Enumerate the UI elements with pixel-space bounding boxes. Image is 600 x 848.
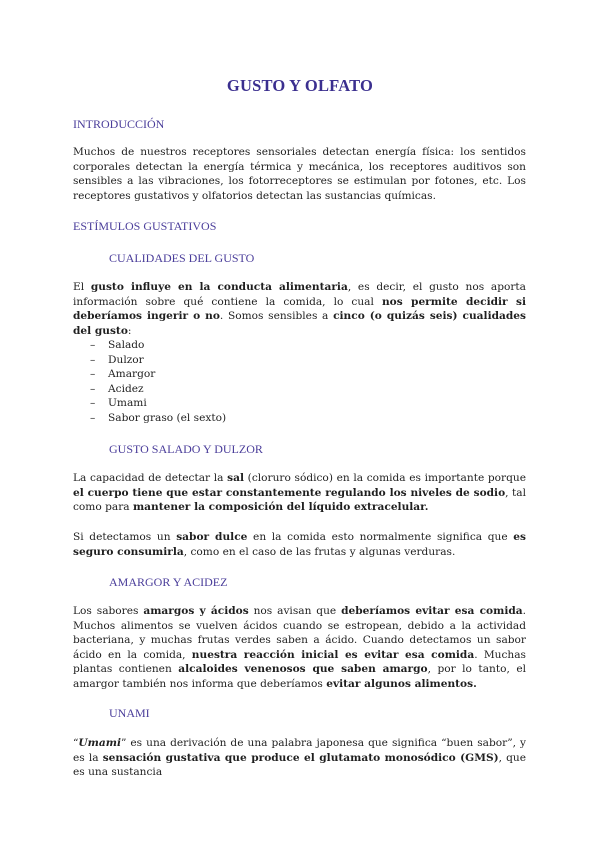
- heading-introduccion: INTRODUCCIÓN: [73, 117, 165, 131]
- paragraph-amargor: Los sabores amargos y ácidos nos avisan que deberíamos evitar esa comida. Muchos alimentos se vuelven ácidos cuando se estropean, debido a la actividad bacteriana, y muchas frutas verdes saben a ácido. Cuando detectamos un sabor ácido en la comida, nuestra reacción inicial es evitar esa comida. Muchas plantas contienen alcaloides venenosos que saben amargo, por lo tanto, el amargor también nos informa que deberíamos evitar algunos alimentos.: [73, 605, 526, 690]
- paragraph-introduccion: Muchos de nuestros receptores sensoriales detectan energía física: los sentidos corporales detectan la energía térmica y mecánica, los receptores auditivos son sensibles a las vibraciones, los fotorreceptores se estimulan por fotones, etc. Los receptores gustativos y olfatorios detectan las sustancias químicas.: [73, 146, 526, 202]
- paragraph-unami: “Umami” es una derivación de una palabra japonesa que significa “buen sabor”, y es la sensación gustativa que produce el glutamato monosódico (GMS), que es una sustancia: [73, 737, 526, 779]
- heading-cualidades-del-gusto: CUALIDADES DEL GUSTO: [109, 251, 255, 265]
- list-item: – Salado: [90, 338, 226, 353]
- list-item: – Amargor: [90, 367, 226, 382]
- list-item: – Dulzor: [90, 353, 226, 368]
- heading-amargor-acidez: AMARGOR Y ACIDEZ: [109, 575, 228, 589]
- list-item: – Acidez: [90, 382, 226, 397]
- list-item: – Umami: [90, 396, 226, 411]
- document-title: GUSTO Y OLFATO: [226, 76, 374, 95]
- heading-estimulos-gustativos: ESTÍMULOS GUSTATIVOS: [73, 219, 217, 233]
- heading-unami: UNAMI: [109, 706, 150, 720]
- heading-gusto-salado-dulzor: GUSTO SALADO Y DULZOR: [109, 442, 263, 456]
- list-item: – Sabor graso (el sexto): [90, 411, 226, 426]
- paragraph-cualidades: El gusto influye en la conducta alimentaria, es decir, el gusto nos aporta información sobre qué contiene la comida, lo cual nos permite decidir si deberíamos ingerir o no. Somos sensibles a cinco (o quizás seis) cualidades del gusto:: [73, 281, 526, 337]
- paragraph-dulzor: Si detectamos un sabor dulce en la comida esto normalmente significa que es seguro consumirla, como en el caso de las frutas y algunas verduras.: [73, 531, 526, 558]
- taste-qualities-list: [90, 338, 226, 426]
- paragraph-salado: La capacidad de detectar la sal (cloruro sódico) en la comida es importante porque el cuerpo tiene que estar constantemente regulando los niveles de sodio, tal como para mantener la composición del líquido extracelular.: [73, 472, 526, 514]
